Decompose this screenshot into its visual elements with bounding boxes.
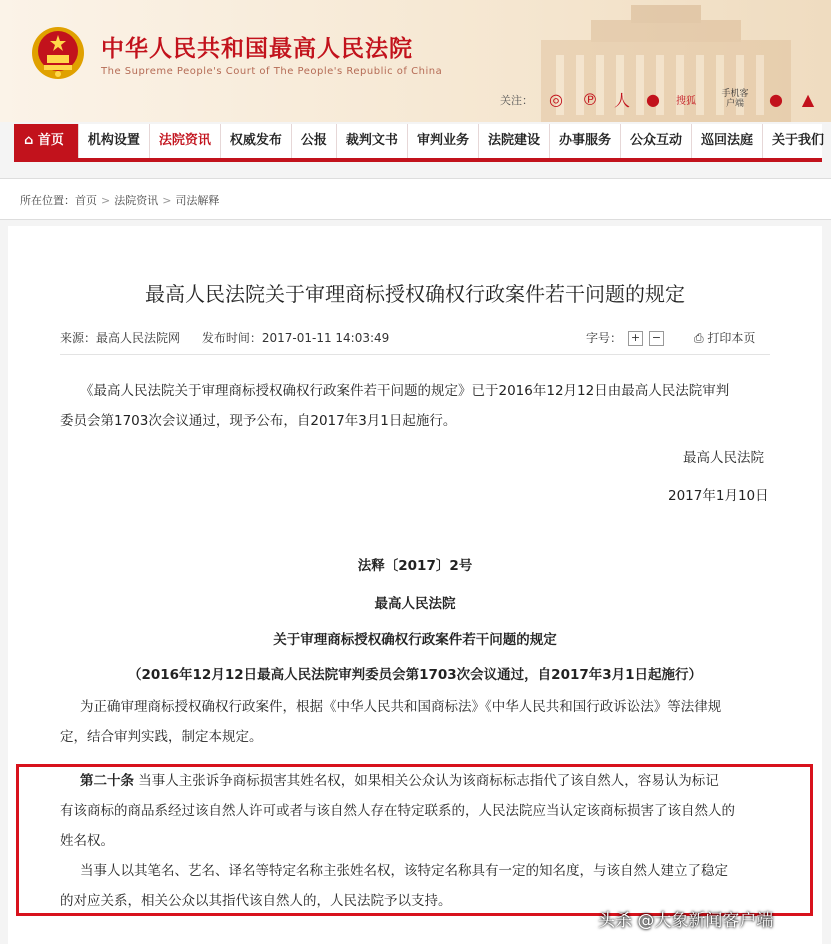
meta-divider (60, 354, 770, 355)
mobile-client-icon[interactable]: 手机客户端 (721, 89, 749, 109)
article-title: 最高人民法院关于审理商标授权确权行政案件若干问题的规定 (145, 282, 685, 306)
pinterest-icon[interactable]: ℗ (582, 89, 598, 109)
breadcrumb-bar (0, 178, 831, 220)
nav-item-trial-business[interactable]: 审判业务 (408, 124, 479, 158)
site-title: 中华人民共和国最高人民法院 (101, 36, 413, 62)
breadcrumb-court-news[interactable]: 法院资讯 (114, 194, 159, 207)
site-header (0, 0, 831, 122)
intro-paragraph-line2: 委员会第1703次会议通过，现予公布，自2017年3月1日起施行。 (60, 413, 457, 429)
nav-item-services[interactable]: 办事服务 (550, 124, 621, 158)
nav-item-home[interactable]: ⌂ 首页 (14, 124, 79, 158)
document-heading: 关于审理商标授权确权行政案件若干问题的规定 (273, 632, 557, 648)
article-publish-time: 发布时间：2017-01-11 14:03:49 (201, 331, 390, 345)
breadcrumb-home[interactable]: 首页 (75, 194, 97, 207)
highlight-box (16, 764, 813, 916)
issuer: 最高人民法院 (374, 596, 456, 612)
article-meta (60, 329, 407, 346)
chevron-right-icon: > (101, 194, 111, 207)
follow-label: 关注： (500, 94, 533, 107)
nav-item-court-news[interactable]: 法院资讯 (150, 124, 221, 158)
font-decrease-button[interactable]: − (649, 331, 664, 346)
article-20-p2-line2: 的对应关系，相关公众以其指代该自然人的，人民法院予以支持。 (60, 893, 452, 909)
preamble-line2: 定，结合审判实践，制定本规定。 (60, 729, 263, 745)
watermark: 头杀 @大象新闻客户端 (598, 911, 774, 931)
signer: 最高人民法院 (683, 450, 764, 466)
national-emblem-icon (30, 25, 86, 81)
sohu-icon[interactable]: 搜狐 (676, 95, 696, 107)
breadcrumb-label: 所在位置： (20, 194, 75, 207)
nav-item-court-construction[interactable]: 法院建设 (479, 124, 550, 158)
nav-item-organization[interactable]: 机构设置 (79, 124, 150, 158)
intro-paragraph-line1: 《最高人民法院关于审理商标授权确权行政案件若干问题的规定》已于2016年12月12日由最高人民法院审判 (80, 383, 730, 399)
wechat-icon[interactable]: ● (646, 89, 660, 109)
article-source: 来源：最高人民法院网 (60, 331, 181, 345)
adoption-note: （2016年12月12日最高人民法院审判委员会第1703次会议通过，自2017年3月1日起施行） (127, 667, 703, 683)
sign-date: 2017年1月10日 (668, 488, 769, 504)
document-number: 法释〔2017〕2号 (357, 558, 473, 574)
print-label: 打印本页 (707, 331, 756, 345)
breadcrumb-judicial-interpretation[interactable]: 司法解释 (175, 194, 220, 207)
article-20-line3: 姓名权。 (60, 833, 114, 849)
preamble-line1: 为正确审理商标授权确权行政案件，根据《中华人民共和国商标法》《中华人民共和国行政诉讼法》等法律规 (80, 699, 722, 715)
article-20-p2-line1: 当事人以其笔名、艺名、译名等特定名称主张姓名权，该特定名称具有一定的知名度，与该自然人建立了稳定 (80, 863, 728, 879)
people-icon[interactable]: 人 (613, 90, 630, 110)
printer-icon: ⎙ (694, 331, 708, 345)
nav-item-about-us[interactable]: 关于我们 (772, 133, 825, 148)
site-title-english: The Supreme People's Court of The People's Republic of China (101, 66, 443, 77)
chevron-right-icon: > (162, 194, 172, 207)
nav-item-gazette[interactable]: 公报 (292, 124, 337, 158)
apple-icon[interactable]: ● (769, 89, 783, 109)
nav-item-circuit-courts[interactable]: 巡回法庭 (692, 124, 763, 158)
font-size-control (586, 329, 664, 346)
font-increase-button[interactable]: + (628, 331, 643, 346)
font-size-label: 字号： (586, 331, 623, 345)
home-icon: ⌂ (24, 133, 38, 148)
android-icon[interactable]: ▲ (801, 89, 815, 109)
article-20-label: 第二十条 (80, 773, 134, 789)
nav-item-judgments[interactable]: 裁判文书 (337, 124, 408, 158)
nav-item-public-interaction[interactable]: 公众互动 (621, 124, 692, 158)
article-20-line2: 有该商标的商品系经过该自然人许可或者与该自然人存在特定联系的，人民法院应当认定该商标损害了该自然人的 (60, 803, 735, 819)
weibo-icon[interactable]: ◎ (549, 89, 563, 109)
nav-item-authoritative-release[interactable]: 权威发布 (221, 124, 292, 158)
print-button[interactable] (694, 329, 755, 346)
article-20-line1: 第二十条 当事人主张诉争商标损害其姓名权，如果相关公众认为该商标标志指代了该自然人，容易认为标记 (80, 773, 719, 789)
breadcrumb (20, 192, 219, 208)
main-nav (14, 124, 825, 162)
